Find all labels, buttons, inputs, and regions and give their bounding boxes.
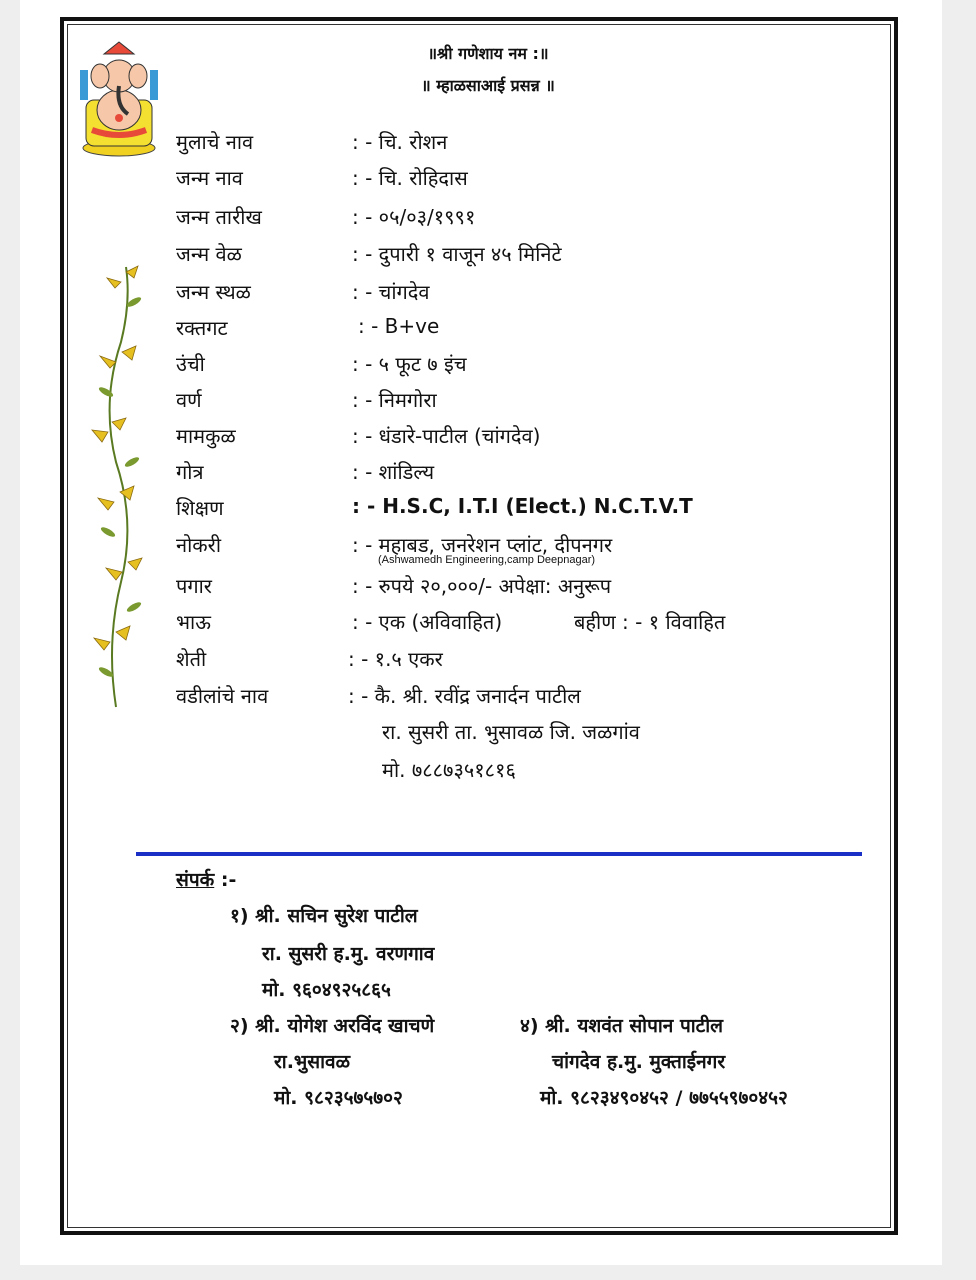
detail-value: : - ५ फूट ७ इंच bbox=[352, 352, 467, 376]
detail-value: : - शांडिल्य bbox=[352, 460, 435, 484]
detail-value: : - ०५/०३/१९९१ bbox=[352, 205, 476, 229]
detail-label: भाऊ bbox=[176, 610, 211, 634]
detail-value: : - १.५ एकर bbox=[348, 647, 443, 671]
detail-label: उंची bbox=[176, 352, 205, 376]
detail-value: : - निमगोरा bbox=[352, 388, 437, 412]
detail-value: : - दुपारी १ वाजून ४५ मिनिटे bbox=[352, 242, 562, 266]
divider-line bbox=[136, 852, 862, 856]
contact-1-mobile: मो. ९६०४९२५८६५ bbox=[262, 979, 391, 1001]
detail-label: रक्तगट bbox=[176, 316, 228, 340]
contact-2-mobile: मो. ९८२३५७५७०२ bbox=[274, 1087, 403, 1109]
father-address: रा. सुसरी ता. भुसावळ जि. जळगांव bbox=[382, 720, 640, 744]
header-line-1: ॥श्री गणेशाय नम :॥ bbox=[427, 44, 549, 63]
detail-value: : - H.S.C, I.T.I (Elect.) N.C.T.V.T bbox=[352, 494, 693, 518]
detail-value: : - चि. रोशन bbox=[352, 130, 448, 154]
detail-value: : - एक (अविवाहित) bbox=[352, 610, 503, 634]
contact-2-address: रा.भुसावळ bbox=[274, 1051, 351, 1073]
contact-title: संपर्क bbox=[176, 869, 215, 891]
contact-heading bbox=[176, 866, 236, 892]
father-mobile: मो. ७८८७३५१८१६ bbox=[382, 758, 516, 782]
detail-label: वडीलांचे नाव bbox=[176, 684, 269, 708]
detail-label: जन्म स्थळ bbox=[176, 280, 251, 304]
detail-value: : - रुपये २०,०००/- अपेक्षा: अनुरूप bbox=[352, 574, 612, 598]
detail-label: शिक्षण bbox=[176, 496, 224, 520]
job-subtext: (Ashwamedh Engineering,camp Deepnagar) bbox=[378, 554, 596, 566]
detail-label: जन्म वेळ bbox=[176, 242, 242, 266]
flower-vine-icon bbox=[76, 262, 166, 712]
detail-value: : - चांगदेव bbox=[352, 280, 430, 304]
detail-value: : - चि. रोहिदास bbox=[352, 166, 468, 190]
sister-info: बहीण : - १ विवाहित bbox=[574, 610, 726, 634]
detail-value: : - कै. श्री. रवींद्र जनार्दन पाटील bbox=[348, 684, 581, 708]
detail-label: वर्ण bbox=[176, 388, 202, 412]
detail-label: जन्म तारीख bbox=[176, 205, 262, 229]
contact-1-name: १) श्री. सचिन सुरेश पाटील bbox=[230, 905, 418, 927]
detail-value: : - B+ve bbox=[358, 314, 440, 338]
header-line-2: ॥ म्हाळसाआई प्रसन्न ॥ bbox=[421, 76, 555, 95]
contact-4-address: चांगदेव ह.मु. मुक्ताईनगर bbox=[552, 1051, 726, 1073]
detail-label: शेती bbox=[176, 647, 207, 671]
detail-label: मुलाचे नाव bbox=[176, 130, 254, 154]
detail-label: पगार bbox=[176, 574, 212, 598]
contact-2-name: २) श्री. योगेश अरविंद खाचणे bbox=[230, 1015, 435, 1037]
contact-title-suffix: :- bbox=[214, 869, 237, 891]
detail-label: मामकुळ bbox=[176, 424, 236, 448]
contact-1-address: रा. सुसरी ह.मु. वरणगाव bbox=[262, 943, 435, 965]
detail-label: जन्म नाव bbox=[176, 166, 243, 190]
contact-4-mobile: मो. ९८२३४९०४५२ / ७७५५९७०४५२ bbox=[540, 1087, 788, 1109]
detail-label: गोत्र bbox=[176, 460, 204, 484]
detail-value: : - धंडारे-पाटील (चांगदेव) bbox=[352, 424, 541, 448]
detail-label: नोकरी bbox=[176, 533, 221, 557]
detail-value: : - महाबड, जनरेशन प्लांट, दीपनगर bbox=[352, 533, 613, 557]
contact-4-name: ४) श्री. यशवंत सोपान पाटील bbox=[520, 1015, 724, 1037]
